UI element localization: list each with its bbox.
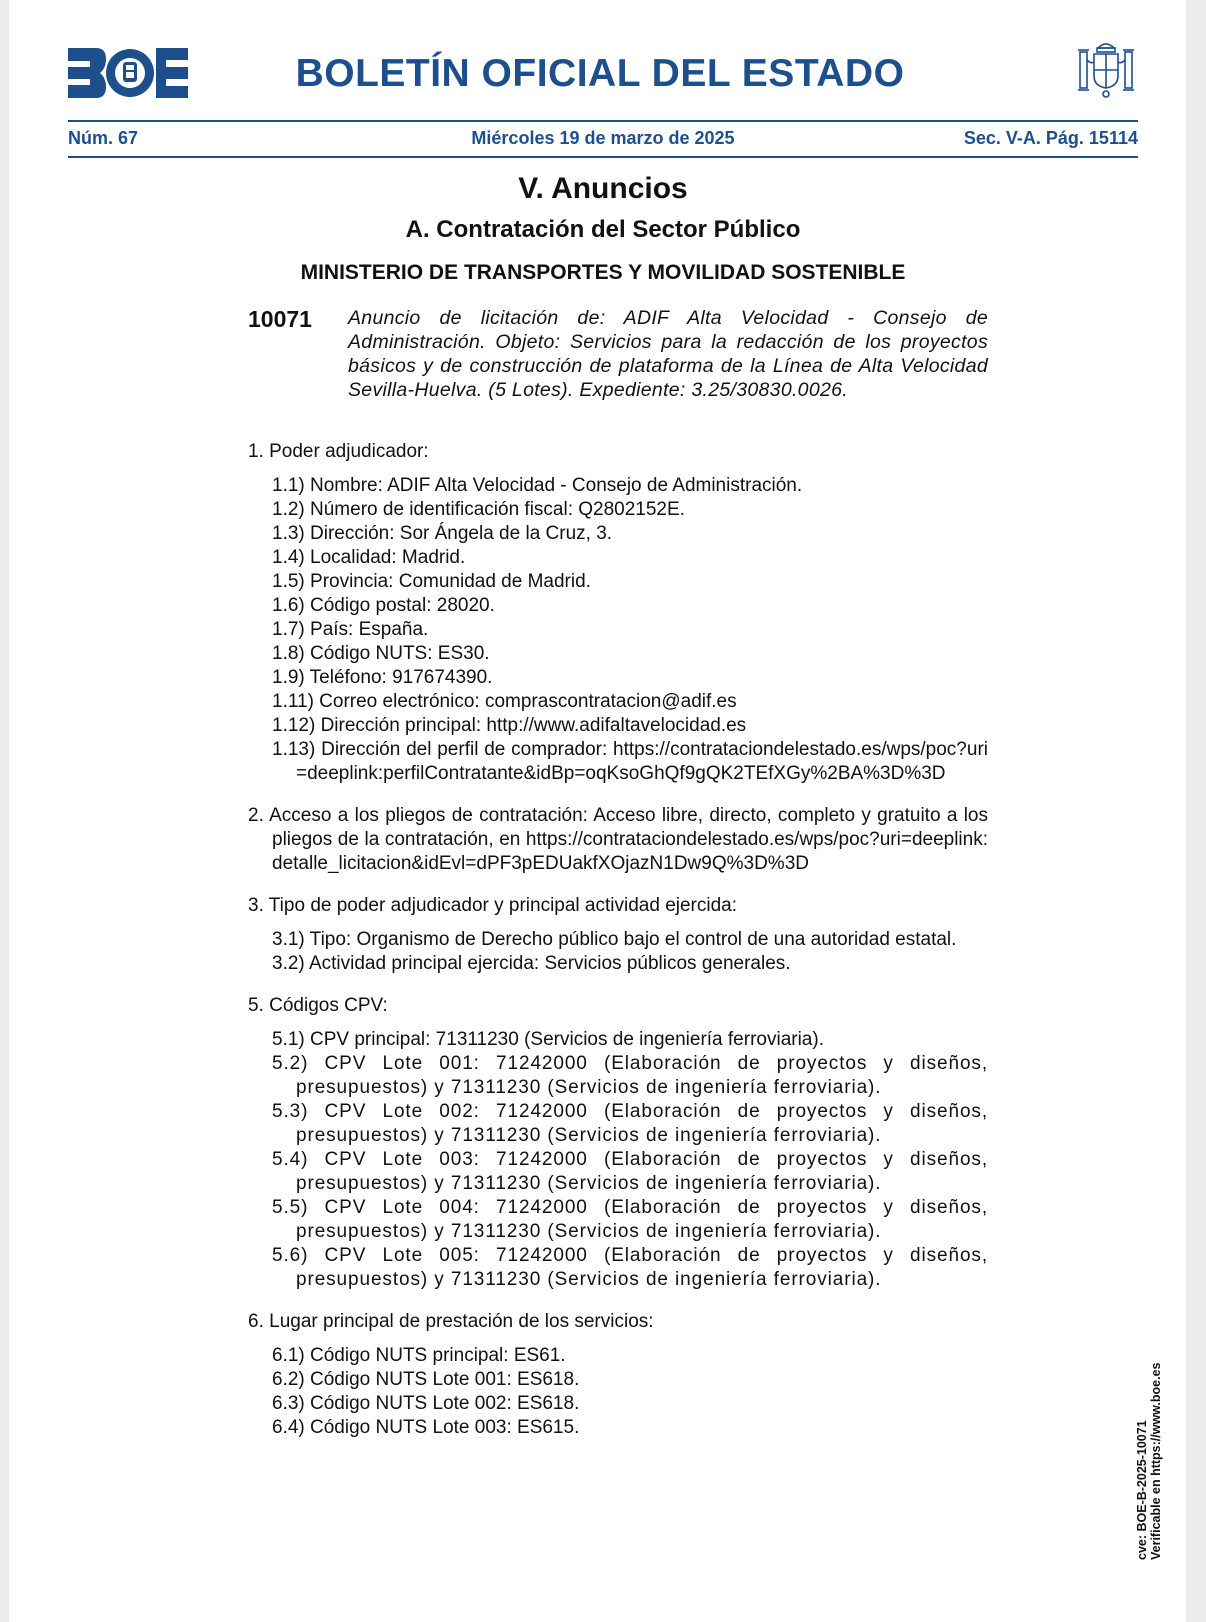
section-6 (248, 1310, 988, 1440)
list-item: 1.9) Teléfono: 917674390. (272, 667, 493, 688)
list-item: 6.1) Código NUTS principal: ES61. (272, 1345, 566, 1366)
list-item: 1.12) Dirección principal: http://www.adifaltavelocidad.es (272, 715, 747, 736)
section-title: 3. Tipo de poder adjudicador y principal actividad ejercida: (248, 895, 738, 916)
list-item: 3.2) Actividad principal ejercida: Servicios públicos generales. (272, 953, 791, 974)
list-item: 1.7) País: España. (272, 619, 429, 640)
header-rule-bottom (68, 156, 1138, 158)
list-item: 1.11) Correo electrónico: comprascontratacion@adif.es (272, 691, 737, 712)
section-page: Sec. V-A. Pág. 15114 (963, 128, 1138, 148)
list-item: 6.2) Código NUTS Lote 001: ES618. (272, 1369, 580, 1390)
list-item: 1.6) Código postal: 28020. (272, 595, 495, 616)
section-3 (248, 894, 988, 976)
list-item: 1.1) Nombre: ADIF Alta Velocidad - Consejo de Administración. (272, 475, 803, 496)
issue-number: Núm. 67 (68, 128, 139, 148)
part-heading: V. Anuncios (518, 172, 688, 205)
announcement-body (248, 440, 988, 1458)
cve-code: cve: BOE-B-2025-10071 (1135, 1420, 1149, 1560)
list-item: 1.3) Dirección: Sor Ángela de la Cruz, 3. (272, 523, 613, 544)
section-title: 1. Poder adjudicador: (248, 441, 429, 462)
list-item: 1.4) Localidad: Madrid. (272, 547, 466, 568)
list-item: 5.4) CPV Lote 003: 71242000 (Elaboración de proyectos y diseños, presupuestos) y 71311230 (Servicios de ingeniería ferroviaria). (272, 1149, 988, 1194)
list-item: 5.5) CPV Lote 004: 71242000 (Elaboración de proyectos y diseños, presupuestos) y 71311230 (Servicios de ingeniería ferroviaria). (272, 1197, 988, 1242)
list-item: 5.3) CPV Lote 002: 71242000 (Elaboración de proyectos y diseños, presupuestos) y 71311230 (Servicios de ingeniería ferroviaria). (272, 1101, 988, 1146)
section-1 (248, 440, 988, 786)
header-rule-top (68, 120, 1138, 122)
list-item: 5.1) CPV principal: 71311230 (Servicios de ingeniería ferroviaria). (272, 1029, 824, 1050)
section-text: 2. Acceso a los pliegos de contratación: Acceso libre, directo, completo y gratuito a los pliegos de la contratación, en https://contrataciondelestado.es/wps/poc?uri=deeplink:detalle_licitacion&idEvl=dPF3pEDUakfXOjazN1Dw9Q%3D%3D (248, 805, 988, 874)
announcement-summary: Anuncio de licitación de: ADIF Alta Velocidad - Consejo de Administración. Objeto: Servicios para la redacción de los proyectos básicos y de construcción de plataforma de la Línea de Alta Velocidad Sevilla-Huelva. (5 Lotes). Expediente: 3.25/30830.0026. (348, 307, 988, 401)
announcement-id: 10071 (248, 306, 312, 332)
list-item: 3.1) Tipo: Organismo de Derecho público bajo el control de una autoridad estatal. (272, 929, 957, 950)
list-item: 6.3) Código NUTS Lote 002: ES618. (272, 1393, 580, 1414)
section-5 (248, 994, 988, 1292)
ministry-heading: MINISTERIO DE TRANSPORTES Y MOVILIDAD SOSTENIBLE (300, 261, 906, 284)
subpart-heading: A. Contratación del Sector Público (405, 216, 801, 243)
list-item: 5.6) CPV Lote 005: 71242000 (Elaboración de proyectos y diseños, presupuestos) y 71311230 (Servicios de ingeniería ferroviaria). (272, 1245, 988, 1290)
issue-date: Miércoles 19 de marzo de 2025 (471, 128, 735, 148)
list-item: 5.2) CPV Lote 001: 71242000 (Elaboración de proyectos y diseños, presupuestos) y 71311230 (Servicios de ingeniería ferroviaria). (272, 1053, 988, 1098)
list-item: 6.4) Código NUTS Lote 003: ES615. (272, 1417, 580, 1438)
list-item: 1.13) Dirección del perfil de comprador: https://contrataciondelestado.es/wps/poc?uri=deeplink:perfilContratante&idBp=oqKsoGhQf9gQK2TEfXGy%2BA%3D%3D (272, 739, 988, 784)
section-title: 5. Códigos CPV: (248, 995, 388, 1016)
gazette-title: BOLETÍN OFICIAL DEL ESTADO (295, 52, 905, 95)
list-item: 1.2) Número de identificación fiscal: Q2802152E. (272, 499, 685, 520)
list-item: 1.5) Provincia: Comunidad de Madrid. (272, 571, 591, 592)
verification-sidebar (1135, 1362, 1163, 1560)
section-2 (248, 804, 988, 876)
coat-of-arms-icon (1076, 38, 1136, 100)
list-item: 1.8) Código NUTS: ES30. (272, 643, 490, 664)
section-title: 6. Lugar principal de prestación de los servicios: (248, 1311, 654, 1332)
boe-logo (68, 48, 188, 98)
verification-url: Verificable en https://www.boe.es (1149, 1362, 1163, 1560)
